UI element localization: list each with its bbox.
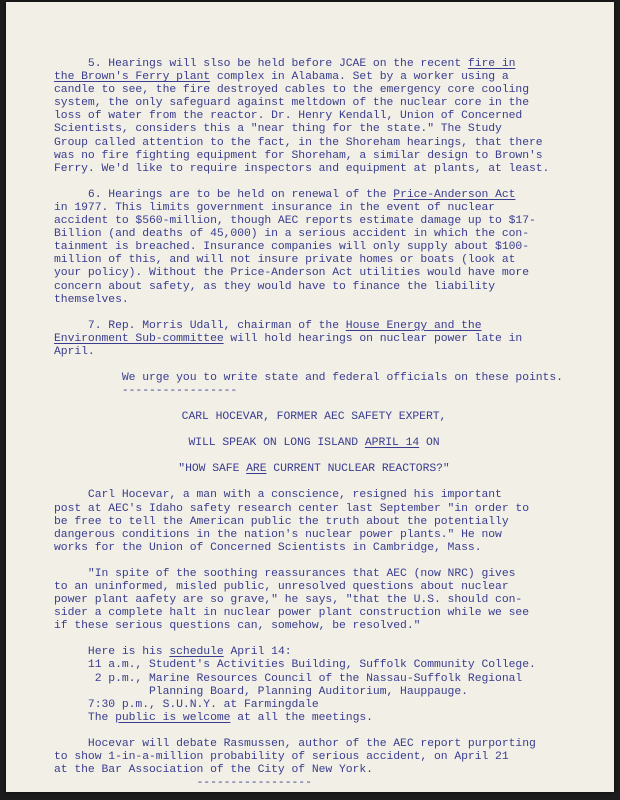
text-line: 7:30 p.m., S.U.N.Y. at Farmingdale <box>54 698 319 711</box>
text-line: Carl Hocevar, a man with a conscience, resigned his important <box>54 489 502 502</box>
text-segment: your policy). Without the Price-Anderson Act utilities would have more <box>54 267 529 280</box>
text-line: if these serious questions can, somehow, be resolved." <box>54 620 421 633</box>
text-line <box>54 71 574 84</box>
text-line <box>54 333 574 346</box>
text-line <box>54 254 574 267</box>
text-segment: April. <box>54 345 95 358</box>
text-segment: 6. Hearings are to be held on renewal of the <box>54 188 394 201</box>
schedule-list <box>54 659 574 711</box>
debate-paragraph <box>54 738 574 777</box>
text-line <box>54 346 574 359</box>
text-line: to show 1-in-a-million probability of serious accident, on April 21 <box>54 751 509 764</box>
announcement-line-1: CARL HOCEVAR, FORMER AEC SAFETY EXPERT, <box>181 411 447 424</box>
text-segment: system, the only safeguard against meltdown of the nuclear core in the <box>54 97 529 110</box>
underlined-text: House Energy and the <box>345 319 482 332</box>
underlined-text: the Brown's Ferry plant <box>54 71 211 84</box>
text-line: works for the Union of Concerned Scientists in Cambridge, Mass. <box>54 541 482 554</box>
text-segment: in 1977. This limits government insurance in the event of nuclear <box>54 201 496 214</box>
text-segment: loss of water from the reactor. Dr. Henry Kendall, Union of Concerned <box>54 110 523 123</box>
text-segment: candle to see, the fire destroyed cables to the emergency core cooling <box>54 84 529 97</box>
text-line <box>54 267 574 280</box>
schedule-heading: Here is his schedule April 14: <box>54 646 292 659</box>
hocevar-paragraph <box>54 489 574 554</box>
item-5-fire-hearings <box>54 58 574 176</box>
text-line <box>54 215 574 228</box>
text-segment: Group called attention to the fact, in the Shoreham hearings, that there <box>54 136 543 149</box>
welcome-line: The public is welcome at all the meetings. <box>54 711 373 724</box>
divider-2: ----------------- <box>54 777 312 790</box>
announcement-line-3: "HOW SAFE ARE CURRENT NUCLEAR REACTORS?" <box>178 463 450 476</box>
announcement-line-2: WILL SPEAK ON LONG ISLAND APRIL 14 ON <box>188 437 440 450</box>
urge-line: We urge you to write state and federal officials on these points. <box>54 371 563 384</box>
text-segment: million of this, and will not insure private homes or boats (look at <box>54 254 516 267</box>
text-line: Planning Board, Planning Auditorium, Hauppauge. <box>54 685 468 698</box>
text-line: Hocevar will debate Rasmussen, author of the AEC report purporting <box>54 737 536 750</box>
item-7-udall-hearings <box>54 320 574 359</box>
text-line <box>54 84 574 97</box>
text-line <box>54 320 574 333</box>
text-line: dangerous conditions in the nation's nuclear power plants." He now <box>54 528 502 541</box>
text-line <box>54 294 574 307</box>
text-line: sider a complete halt in nuclear power plant construction while we see <box>54 607 529 620</box>
paper-page <box>6 2 614 792</box>
text-segment: 5. Hearings will slso be held before JCAE on the recent <box>54 58 468 70</box>
text-line <box>54 281 574 294</box>
text-line <box>54 137 574 150</box>
text-segment: tainment is breached. Insurance companies will only supply about $100- <box>54 241 529 254</box>
text-line: be free to tell the American public the truth about the potentially <box>54 515 509 528</box>
text-segment: accident to $560-million, though AEC reports estimate damage up to $17- <box>54 215 536 228</box>
text-segment: will hold hearings on nuclear power late in <box>223 332 523 345</box>
text-segment: concern about safety, as they would have to finance the liability <box>54 280 496 293</box>
text-line <box>54 110 574 123</box>
text-segment: Ferry. We'd like to require inspectors and equipment at plants, at least. <box>54 162 550 175</box>
text-segment: Billion (and deaths of 45,000) in a serious accident in which the con- <box>54 228 529 241</box>
text-line: "In spite of the soothing reassurances that AEC (now NRC) gives <box>54 567 516 580</box>
text-segment: complex in Alabama. Set by a worker using a <box>210 71 509 84</box>
underlined-text: Price-Anderson Act <box>393 188 516 201</box>
text-line <box>54 58 574 71</box>
typewritten-document <box>54 58 574 790</box>
text-line: at the Bar Association of the City of New York. <box>54 764 373 777</box>
item-6-price-anderson <box>54 189 574 307</box>
underlined-text: Environment Sub-committee <box>54 332 224 345</box>
text-line: power plant aafety are so grave," he says, "that the U.S. should con- <box>54 594 523 607</box>
text-line <box>54 189 574 202</box>
text-line: post at AEC's Idaho safety research center last September "in order to <box>54 502 529 515</box>
text-segment: themselves. <box>54 293 129 306</box>
text-segment: 7. Rep. Morris Udall, chairman of the <box>54 319 346 332</box>
text-line <box>54 123 574 136</box>
text-line <box>54 241 574 254</box>
text-line <box>54 97 574 110</box>
text-line <box>54 163 574 176</box>
text-line <box>54 228 574 241</box>
text-line: 2 p.m., Marine Resources Council of the Nassau-Suffolk Regional <box>54 672 523 685</box>
divider-1: ----------------- <box>54 385 238 398</box>
text-line: to an uninformed, misled public, unresolved questions about nuclear <box>54 581 509 593</box>
text-line <box>54 150 574 163</box>
underlined-text: fire in <box>467 58 516 70</box>
text-line: 11 a.m., Student's Activities Building, Suffolk Community College. <box>54 659 536 672</box>
text-line <box>54 202 574 215</box>
quote-paragraph <box>54 568 574 633</box>
text-segment: Scientists, considers this a "near thing for the state." The Study <box>54 123 502 136</box>
text-segment: was no fire fighting equipment for Shoreham, a similar design to Brown's <box>54 149 543 162</box>
